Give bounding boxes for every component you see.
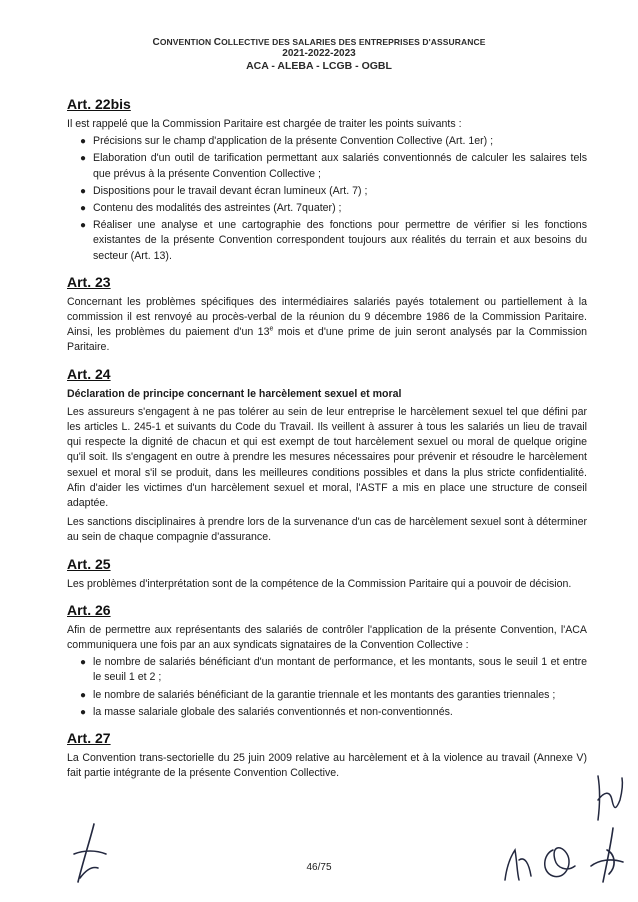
- article-25: [67, 555, 587, 592]
- article-title: Art. 24: [67, 365, 111, 382]
- document-body: [67, 95, 587, 791]
- article-title: Art. 26: [67, 601, 111, 618]
- bullet-icon: ●: [80, 657, 87, 669]
- signature-initial-left: [70, 820, 110, 890]
- article-26: [67, 601, 587, 720]
- signature-initial-right-top: [590, 770, 626, 825]
- article-22bis: [67, 95, 587, 264]
- bullet-icon: ●: [80, 706, 87, 718]
- list-item: ● Dispositions pour le travail devant écran lumineux (Art. 7) ;: [67, 184, 587, 199]
- article-intro: Afin de permettre aux représentants des salariés de contrôler l'application de la présente Convention, l'ACA communiquera une fois par an aux syndicats signataires de la Convention Collective :: [67, 623, 587, 652]
- bullet-icon: ●: [80, 185, 87, 197]
- article-paragraph: Les sanctions disciplinaires à prendre lors de la survenance d'un cas de harcèlement sexuel sont à déterminer au sein de chaque compagnie d'assurance.: [67, 516, 587, 544]
- list-item: ● Réaliser une analyse et une cartographie des fonctions pour permettre de vérifier si les fonctions existantes de la présente Convention correspondent toujours aux réalités du terrain et aux besoins du secteur (Art. 13).: [80, 219, 587, 262]
- signature-initials-bottom-right: [495, 820, 635, 890]
- article-text: Concernant les problèmes spécifiques des intermédiaires salariés payés totalement ou partiellement à la commission il est renvoyé au procès-verbal de la réunion du 9 décembre 1986 de la Commission Paritaire. Ainsi, les problèmes du paiement d'un 13e mois et d'une prime de juin seront analysés par la Commission Paritaire.: [67, 295, 587, 354]
- list-item: ● le nombre de salariés bénéficiant de la garantie triennale et les montants des garanties triennales ;: [67, 688, 587, 703]
- article-27: [67, 729, 587, 781]
- article-text: Les problèmes d'interprétation sont de la compétence de la Commission Paritaire qui a pouvoir de décision.: [67, 577, 572, 590]
- bullet-icon: ●: [80, 689, 87, 701]
- header-title: CONVENTION COLLECTIVE DES SALARIES DES ENTREPRISES D'ASSURANCE: [152, 37, 486, 48]
- list-item: ● le nombre de salariés bénéficiant d'un montant de performance, et les montants, sous le seuil 1 et entre le seuil 1 et 2 ;: [80, 656, 587, 684]
- article-subtitle: Déclaration de principe concernant le harcèlement sexuel et moral: [67, 387, 402, 400]
- bullet-icon: ●: [80, 203, 87, 215]
- article-title: Art. 22bis: [67, 96, 131, 112]
- article-23: [67, 273, 587, 356]
- document-header: [0, 37, 638, 73]
- page-number: 46/75: [306, 862, 332, 873]
- list-item: ● Elaboration d'un outil de tarification permettant aux salariés conventionnés de calculer les salaires tels que prévus à la présente Convention Collective ;: [80, 152, 587, 180]
- header-parties: ACA - ALEBA - LCGB - OGBL: [246, 60, 392, 72]
- article-title: Art. 25: [67, 555, 111, 572]
- article-24: [67, 365, 587, 546]
- article-list: [67, 655, 587, 720]
- bullet-icon: ●: [80, 136, 87, 148]
- bullet-icon: ●: [80, 220, 87, 232]
- header-years: 2021-2022-2023: [282, 48, 356, 59]
- article-intro: Il est rappelé que la Commission Paritaire est chargée de traiter les points suivants :: [67, 118, 462, 130]
- article-paragraph: Les assureurs s'engagent à ne pas tolérer au sein de leur entreprise le harcèlement sexuel tel que défini par les articles L. 245-1 et suivants du Code du Travail. Ils veillent à assurer à tous les salariés un lieu de travail qui respecte la dignité de chacun et qui est exempt de tout harcèlement sexuel ou moral de quelque origine qu'il soit. Ils s'engagent en outre à prendre les mesures nécessaires pour prévenir et résoudre le harcèlement sexuel et moral s'il se produit, dans les meilleures conditions possibles et dans la plus stricte confidentialité. Afin d'aider les victimes d'un harcèlement sexuel et moral, l'ASTF a mis en place une structure de conseil adaptée.: [67, 405, 587, 510]
- article-text: La Convention trans-sectorielle du 25 juin 2009 relative au harcèlement et à la violence au travail (Annexe V) fait partie intégrante de la présente Convention Collective.: [67, 752, 587, 780]
- article-title: Art. 23: [67, 273, 111, 290]
- list-item: ● Précisions sur le champ d'application de la présente Convention Collective (Art. 1er) ;: [67, 134, 587, 149]
- list-item: ● la masse salariale globale des salariés conventionnés et non-conventionnés.: [67, 705, 587, 720]
- list-item: ● Contenu des modalités des astreintes (Art. 7quater) ;: [67, 201, 587, 216]
- bullet-icon: ●: [80, 153, 87, 165]
- article-list: [67, 134, 587, 264]
- article-title: Art. 27: [67, 730, 111, 747]
